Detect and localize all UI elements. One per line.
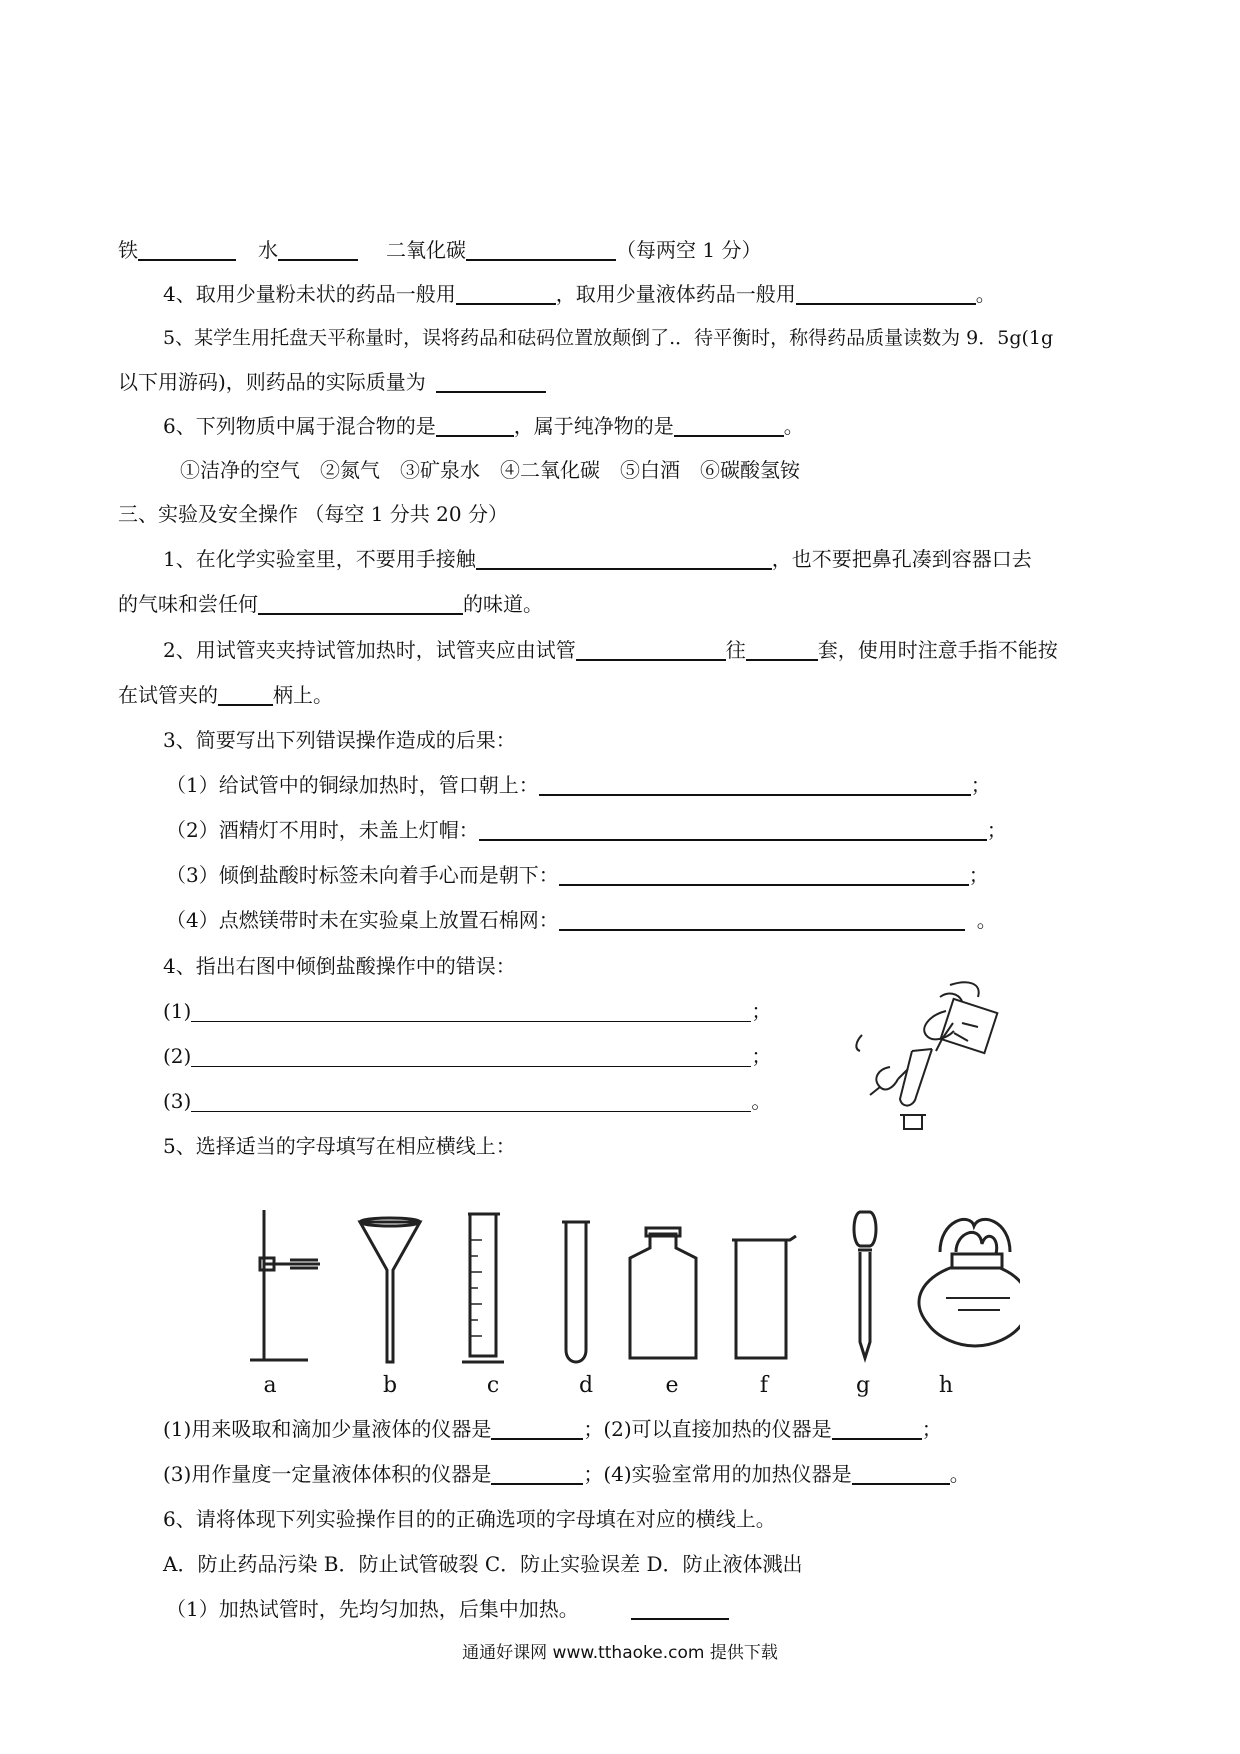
answer-blank[interactable]: [436, 415, 514, 437]
question-5-line1: 5、某学生用托盘天平称量时，误将药品和砝码位置放颠倒了.．待平衡时，称得药品质量读数为 9．5g(1g: [163, 327, 1054, 349]
text: (1): [163, 999, 192, 1023]
s3-question-1-line1: [163, 545, 1032, 573]
option: ②氮气: [320, 458, 380, 482]
instrument-label-d: d: [578, 1373, 594, 1398]
answer-blank[interactable]: [559, 864, 969, 886]
option: ③矿泉水: [400, 458, 480, 482]
text: （1）给试管中的铜绿加热时，管口朝上：: [166, 773, 539, 797]
s3-question-6-intro: 6、请将体现下列实验操作目的的正确选项的字母填在对应的横线上。: [163, 1507, 776, 1531]
s3-question-6-item1: [166, 1595, 729, 1623]
answer-blank[interactable]: [852, 1463, 950, 1485]
answer-blank[interactable]: [218, 684, 273, 706]
s3-question-5-line1: [163, 1415, 942, 1443]
text: 柄上。: [273, 683, 333, 707]
funnel-icon: [360, 1218, 420, 1362]
answer-blank[interactable]: [191, 1091, 751, 1112]
test-tube-icon: [562, 1222, 590, 1362]
text: 4、取用少量粉未状的药品一般用: [163, 282, 456, 306]
instrument-label-c: c: [486, 1373, 500, 1398]
answer-blank[interactable]: [456, 283, 556, 305]
option: ④二氧化碳: [500, 458, 600, 482]
text-line: [118, 236, 761, 264]
answer-blank[interactable]: [746, 639, 818, 661]
text: ；: [970, 773, 991, 797]
pouring-acid-figure: [850, 975, 1020, 1150]
graduated-cylinder-icon: [462, 1214, 504, 1362]
answer-blank[interactable]: [559, 909, 965, 931]
text: (3)用作量度一定量液体体积的仪器是: [163, 1462, 492, 1486]
s3-question-4-item: [163, 997, 771, 1025]
text: 的气味和尝任何: [118, 592, 258, 616]
option: ①洁净的空气: [180, 458, 300, 482]
question-6: [163, 412, 804, 440]
text: 套，使用时注意手指不能按: [817, 638, 1058, 662]
s3-question-6-options: A．防止药品污染 B．防止试管破裂 C．防止实验误差 D．防止液体溅出: [163, 1552, 803, 1576]
s3-question-3-item: [166, 816, 1007, 844]
reagent-bottle-icon: [630, 1228, 696, 1358]
question-5-line2: [118, 368, 546, 396]
text: （3）倾倒盐酸时标签未向着手心而是朝下：: [166, 863, 559, 887]
answer-blank[interactable]: [539, 774, 971, 796]
text: （4）点燃镁带时未在实验桌上放置石棉网：: [166, 908, 559, 932]
dropper-icon: [854, 1212, 876, 1358]
answer-blank[interactable]: [832, 1418, 922, 1440]
text: ；: [751, 999, 772, 1023]
s3-question-5-line2: [163, 1460, 970, 1488]
s3-question-2-line1: [163, 636, 1058, 664]
text: （1）加热试管时，先均匀加热，后集中加热。: [166, 1597, 579, 1621]
answer-blank[interactable]: [491, 1418, 583, 1440]
footer-credit: 通通好课网 www.tthaoke.com 提供下载: [462, 1643, 778, 1663]
s3-question-3-item: [166, 861, 989, 889]
text: ；: [751, 1044, 772, 1068]
s3-question-4-intro: 4、指出右图中倾倒盐酸操作中的错误：: [163, 954, 516, 978]
section-heading: 三、实验及安全操作 （每空 1 分共 20 分）: [118, 502, 508, 526]
answer-blank[interactable]: [796, 283, 976, 305]
beaker-icon: [732, 1236, 796, 1358]
answer-blank[interactable]: [631, 1598, 729, 1620]
s3-question-3-intro: 3、简要写出下列错误操作造成的后果：: [163, 728, 516, 752]
text: ，取用少量液体药品一般用: [555, 282, 796, 306]
s3-question-3-item: [166, 906, 997, 934]
answer-blank[interactable]: [436, 371, 546, 393]
text: ，属于纯净物的是: [513, 414, 674, 438]
text: 水: [258, 238, 278, 262]
text: 二氧化碳: [386, 238, 466, 262]
text: 铁: [118, 238, 138, 262]
text: ，也不要把鼻孔凑到容器口去: [771, 547, 1032, 571]
text: ；: [986, 818, 1007, 842]
s3-question-2-line2: [118, 681, 333, 709]
text: 。: [751, 1089, 772, 1113]
answer-blank[interactable]: [491, 1463, 583, 1485]
text: ；(4)实验室常用的加热仪器是: [583, 1462, 852, 1486]
text: ；: [921, 1417, 942, 1441]
instrument-label-g: g: [855, 1373, 871, 1398]
option: ⑥碳酸氢铵: [700, 458, 800, 482]
answer-blank[interactable]: [576, 639, 726, 661]
answer-blank[interactable]: [191, 1046, 751, 1067]
text: (2): [163, 1044, 192, 1068]
answer-blank[interactable]: [191, 1001, 751, 1022]
answer-blank[interactable]: [674, 415, 784, 437]
answer-blank[interactable]: [258, 593, 463, 615]
instrument-label-a: a: [263, 1373, 277, 1398]
answer-blank[interactable]: [476, 548, 772, 570]
text: 。: [783, 414, 804, 438]
text: （每两空 1 分）: [616, 238, 762, 262]
text: 。: [976, 908, 997, 932]
answer-blank[interactable]: [479, 819, 987, 841]
s3-question-1-line2: [118, 590, 543, 618]
text: 的味道。: [463, 592, 543, 616]
s3-question-5-intro: 5、选择适当的字母填写在相应横线上：: [163, 1134, 516, 1158]
question-4: [163, 280, 996, 308]
text: 2、用试管夹夹持试管加热时，试管夹应由试管: [163, 638, 576, 662]
instrument-label-h: h: [938, 1373, 954, 1398]
question-6-options: [180, 456, 800, 484]
instrument-label-b: b: [382, 1373, 398, 1398]
text: (3): [163, 1089, 192, 1113]
iron-stand-icon: [250, 1210, 320, 1360]
text: 往: [725, 638, 746, 662]
text: ；: [968, 863, 989, 887]
text: 。: [975, 282, 996, 306]
text: （2）酒精灯不用时，未盖上灯帽：: [166, 818, 479, 842]
alcohol-lamp-icon: [919, 1219, 1020, 1346]
s3-question-4-item: [163, 1087, 771, 1115]
text: 在试管夹的: [118, 683, 218, 707]
s3-question-4-item: [163, 1042, 771, 1070]
s3-question-3-item: [166, 771, 991, 799]
option: ⑤白酒: [620, 458, 680, 482]
text: (1)用来吸取和滴加少量液体的仪器是: [163, 1417, 492, 1441]
instrument-label-f: f: [759, 1373, 769, 1398]
text: 。: [949, 1462, 970, 1486]
answer-blank[interactable]: [278, 239, 358, 261]
text: 以下用游码)，则药品的实际质量为: [118, 370, 426, 394]
text: ；(2)可以直接加热的仪器是: [583, 1417, 832, 1441]
answer-blank[interactable]: [138, 239, 236, 261]
text: 6、下列物质中属于混合物的是: [163, 414, 436, 438]
instrument-label-e: e: [665, 1373, 679, 1398]
text: 1、在化学实验室里，不要用手接触: [163, 547, 476, 571]
instruments-figure: [240, 1200, 1020, 1370]
answer-blank[interactable]: [466, 239, 616, 261]
